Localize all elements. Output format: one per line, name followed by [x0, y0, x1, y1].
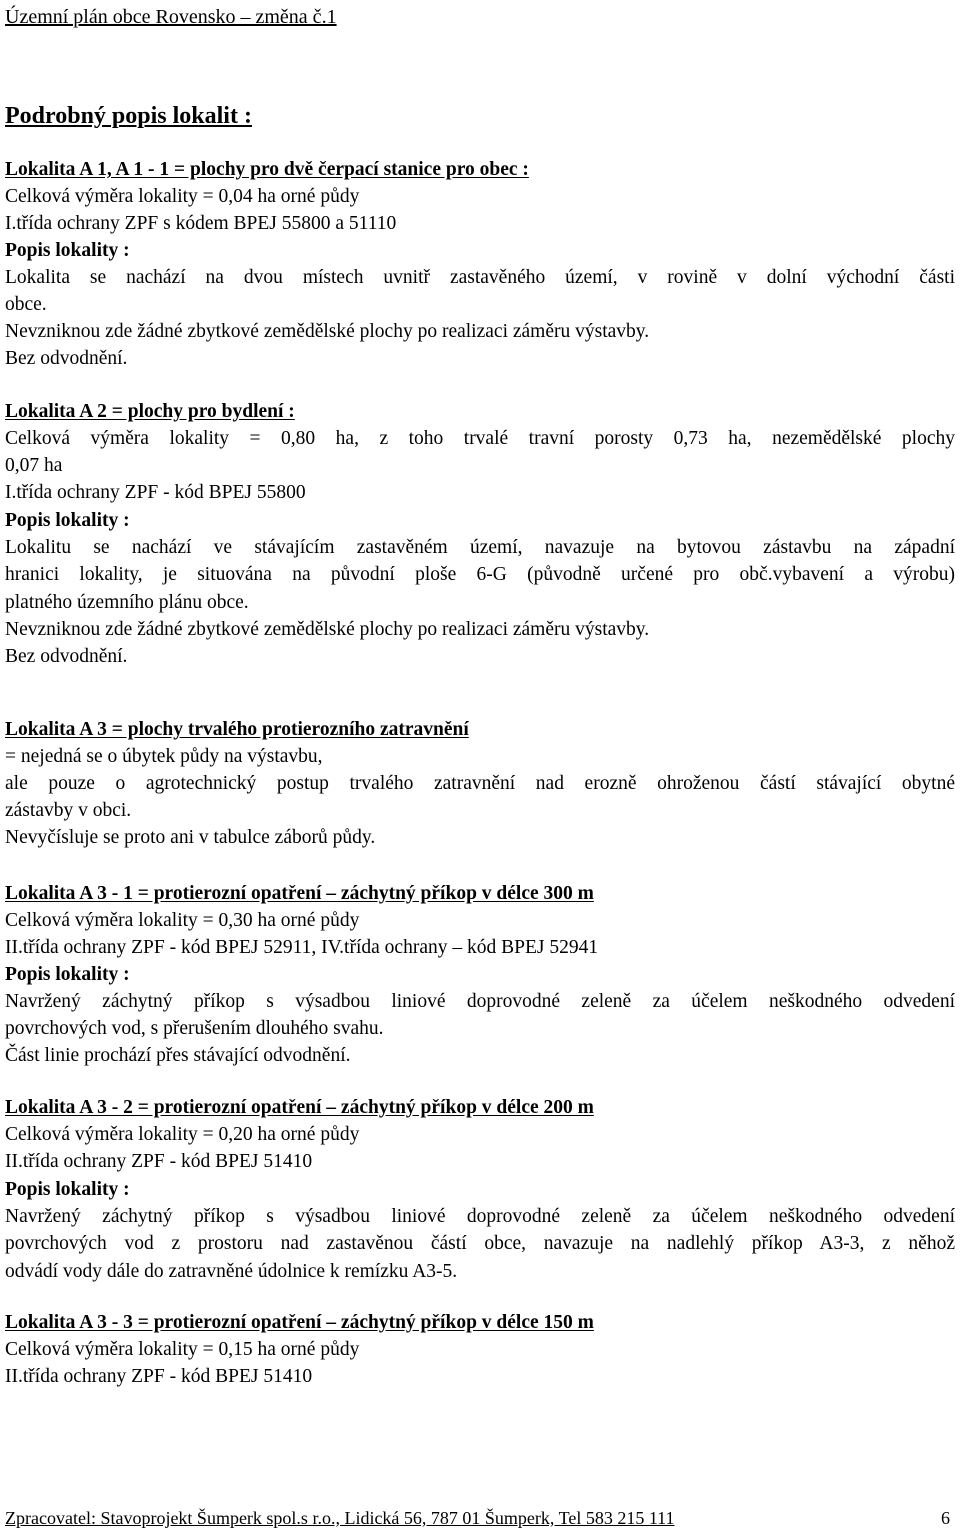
main-heading: Podrobný popis lokalit :: [5, 103, 252, 129]
section-heading-a3-2: Lokalita A 3 - 2 = protierozní opatření – záchytný příkop v délce 200 m: [5, 1097, 594, 1118]
a3-1-note: Část linie prochází přes stávající odvodnění.: [5, 1045, 351, 1066]
a1-popis-label: Popis lokality :: [5, 240, 130, 261]
a3-1-popis-label: Popis lokality :: [5, 964, 130, 985]
document-header: Územní plán obce Rovensko – změna č.1: [5, 6, 337, 28]
a1-note: Nevzniknou zde žádné zbytkové zemědělské plochy po realizaci záměru výstavby.: [5, 321, 650, 342]
section-heading-a3-1: Lokalita A 3 - 1 = protierozní opatření – záchytný příkop v délce 300 m: [5, 883, 594, 904]
a3-2-protection: II.třída ochrany ZPF - kód BPEJ 51410: [5, 1151, 313, 1172]
section-heading-a3: Lokalita A 3 = plochy trvalého protierozního zatravnění: [5, 719, 469, 740]
a3-text-line: Nevyčísluje se proto ani v tabulce záborů půdy.: [5, 827, 376, 848]
a3-2-description-line: odvádí vody dále do zatravněné údolnice k remízku A3-5.: [5, 1261, 458, 1282]
a2-area-line: 0,07 ha: [5, 455, 63, 476]
a1-description-line: Lokalita se nachází na dvou místech uvnitř zastavěného území, v rovině v dolní východní části: [5, 267, 955, 288]
a3-2-description-line: povrchových vod z prostoru nad zastavěnou částí obce, navazuje na nadlehlý příkop A3-3, z něhož: [5, 1233, 955, 1254]
a3-1-protection: II.třída ochrany ZPF - kód BPEJ 52911, IV.třída ochrany – kód BPEJ 52941: [5, 937, 599, 958]
a2-drainage: Bez odvodnění.: [5, 646, 128, 667]
a3-2-area: Celková výměra lokality = 0,20 ha orné půdy: [5, 1124, 360, 1145]
a1-description-line: obce.: [5, 294, 47, 315]
a3-2-popis-label: Popis lokality :: [5, 1179, 130, 1200]
a3-1-description-line: Navržený záchytný příkop s výsadbou liniové doprovodné zeleně za účelem neškodného odvedení: [5, 991, 955, 1012]
page-number: 6: [941, 1508, 950, 1528]
a3-2-description-line: Navržený záchytný příkop s výsadbou liniové doprovodné zeleně za účelem neškodného odvedení: [5, 1206, 955, 1227]
a3-text-line: = nejedná se o úbytek půdy na výstavbu,: [5, 746, 323, 767]
a2-popis-label: Popis lokality :: [5, 510, 130, 531]
a1-drainage: Bez odvodnění.: [5, 348, 128, 369]
a2-area-line: Celková výměra lokality = 0,80 ha, z toho trvalé travní porosty 0,73 ha, nezemědělské plochy: [5, 428, 955, 449]
a1-area: Celková výměra lokality = 0,04 ha orné půdy: [5, 186, 360, 207]
footer-text: Zpracovatel: Stavoprojekt Šumperk spol.s r.o., Lidická 56, 787 01 Šumperk, Tel 583 215 111: [5, 1508, 675, 1528]
a2-description-line: hranici lokality, je situována na původní ploše 6-G (původně určené pro obč.vybavení a výrobu): [5, 564, 955, 585]
a2-description-line: platného územního plánu obce.: [5, 592, 249, 613]
a3-1-area: Celková výměra lokality = 0,30 ha orné půdy: [5, 910, 360, 931]
a2-note: Nevzniknou zde žádné zbytkové zemědělské plochy po realizaci záměru výstavby.: [5, 619, 650, 640]
a3-3-area: Celková výměra lokality = 0,15 ha orné půdy: [5, 1339, 360, 1360]
section-heading-a2: Lokalita A 2 = plochy pro bydlení :: [5, 401, 295, 422]
a1-protection: I.třída ochrany ZPF s kódem BPEJ 55800 a 51110: [5, 213, 397, 234]
page-footer: [5, 1508, 950, 1529]
section-heading-a1: Lokalita A 1, A 1 - 1 = plochy pro dvě čerpací stanice pro obec :: [5, 159, 529, 180]
a3-text-line: ale pouze o agrotechnický postup trvalého zatravnění nad erozně ohroženou částí stávající obytné: [5, 773, 955, 794]
a2-protection: I.třída ochrany ZPF - kód BPEJ 55800: [5, 482, 306, 503]
a3-text-line: zástavby v obci.: [5, 800, 132, 821]
a3-3-protection: II.třída ochrany ZPF - kód BPEJ 51410: [5, 1366, 313, 1387]
section-heading-a3-3: Lokalita A 3 - 3 = protierozní opatření – záchytný příkop v délce 150 m: [5, 1312, 594, 1333]
a2-description-line: Lokalitu se nachází ve stávajícím zastavěném území, navazuje na bytovou zástavbu na západní: [5, 537, 955, 558]
a3-1-description-line: povrchových vod, s přerušením dlouhého svahu.: [5, 1018, 384, 1039]
